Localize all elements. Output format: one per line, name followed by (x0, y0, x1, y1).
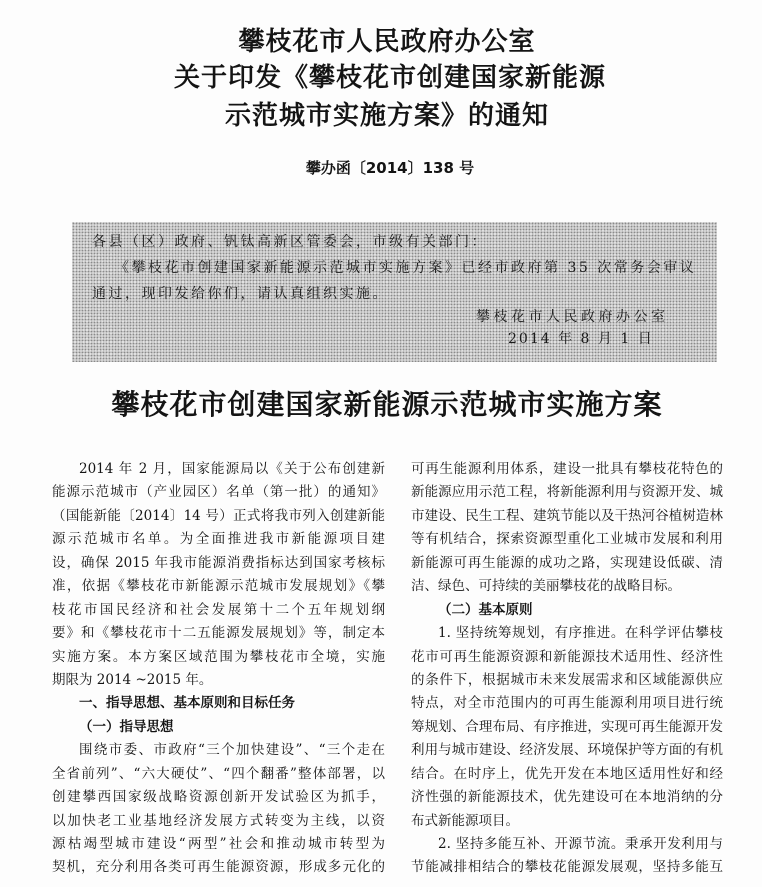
principle-line: 花市可再生能源资源和新能源技术适用性、经济性 (411, 648, 723, 665)
principle-line: 特点，对全市范围内的可再生能源利用项目进行统 (411, 695, 723, 712)
principle-line: 利用与城市建设、经济发展、环境保护等方面的有机 (411, 742, 723, 759)
intro-line: 能源示范城市（产业园区）名单（第一批）的通知》 (52, 484, 385, 501)
intro-line: 设，确保 2015 年我市能源消费指标达到国家考核标 (52, 554, 385, 571)
notice-title-line: 攀枝花市人民政府办公室 (238, 27, 536, 57)
notice-title-line: 示范城市实施方案》的通知 (224, 101, 549, 131)
body-line: 等有机结合，探索资源型重化工业城市发展和利用 (411, 531, 723, 548)
principle-line: 1. 坚持统筹规划，有序推进。在科学评估攀枝 (438, 625, 723, 642)
body-line: 契机，充分利用各类可再生能源资源，形成多元化的 (52, 859, 385, 876)
intro-line: 期限为 2014 ~2015 年。 (52, 671, 213, 688)
intro-line: 源示范城市名单。为全面推进我市新能源项目建 (52, 531, 385, 548)
principle-line: 节能减排相结合的攀枝花能源发展观，坚持多能互 (411, 859, 723, 876)
body-line: 市建设、民生工程、建筑节能以及干热河谷植树造林 (411, 507, 723, 524)
notice-body-line: 《攀枝花市创建国家新能源示范城市实施方案》已经市政府第 35 次常务会审议 (115, 260, 697, 276)
body-line: 围绕市委、市政府“三个加快建设”、“三个走在 (79, 742, 385, 759)
body-line: 可再生能源利用体系，建设一批具有攀枝花特色的 (411, 461, 723, 477)
intro-line: 准，依据《攀枝花市新能源示范城市发展规划》《攀 (52, 578, 385, 595)
body-line: 创建攀西国家级战略资源创新开发试验区为抓手， (52, 789, 385, 806)
intro-line: （国能新能〔2014〕14 号）正式将我市列入创建新能 (52, 507, 385, 524)
notice-body-line: 通过，现印发给你们，请认真组织实施。 (92, 286, 389, 302)
document-number: 攀办函〔2014〕138 号 (305, 159, 475, 177)
body-line: 洁、绿色、可持续的美丽攀枝花的战略目标。 (411, 578, 681, 595)
body-line: 以加快老工业基地经济发展方式转变为主线，以资 (52, 812, 385, 829)
notice-issuer: 攀枝花市人民政府办公室 (476, 309, 669, 325)
principle-line: 布式新能源项目。 (411, 812, 519, 829)
right-column (411, 458, 723, 880)
body-line: 全省前列”、“六大硬仗”、“四个翻番”整体部署，以 (52, 765, 385, 782)
intro-line: 2014 年 2 月，国家能源局以《关于公布创建新 (79, 461, 385, 477)
section-heading: 一、指导思想、基本原则和目标任务 (79, 695, 295, 712)
principle-line: 筹规划、合理布局、有序推进，实现可再生能源开发 (411, 718, 723, 735)
notice-box (72, 222, 717, 362)
notice-date: 2014 年 8 月 1 日 (508, 331, 654, 347)
notice-title-line: 关于印发《攀枝花市创建国家新能源 (173, 63, 606, 93)
plan-title: 攀枝花市创建国家新能源示范城市实施方案 (111, 388, 663, 421)
subsection-heading-basic-principles: （二）基本原则 (438, 601, 533, 618)
principle-line: 济性强的新能源技术，优先建设可在本地消纳的分 (411, 789, 723, 806)
subsection-heading-guiding-thought: （一）指导思想 (79, 718, 174, 735)
body-line: 新能源可再生能源的成功之路，实现建设低碳、清 (411, 554, 723, 571)
body-line: 新能源应用示范工程，将新能源利用与资源开发、城 (411, 484, 723, 501)
body-line: 源枯竭型城市建设“两型”社会和推动城市转型为 (52, 836, 385, 852)
principle-line: 2. 坚持多能互补、开源节流。秉承开发利用与 (438, 836, 723, 852)
left-column (52, 458, 385, 880)
intro-line: 实施方案。本方案区域范围为攀枝花市全境，实施 (52, 648, 385, 665)
notice-addressee: 各县（区）政府、钒钛高新区管委会，市级有关部门： (92, 234, 488, 250)
principle-line: 的条件下，根据城市未来发展需求和区域能源供应 (411, 671, 723, 688)
intro-line: 枝花市国民经济和社会发展第十二个五年规划纲 (52, 601, 385, 618)
intro-line: 要》和《攀枝花市十二五能源发展规划》等，制定本 (52, 625, 385, 642)
principle-line: 结合。在时序上，优先开发在本地区适用性好和经 (411, 765, 723, 782)
